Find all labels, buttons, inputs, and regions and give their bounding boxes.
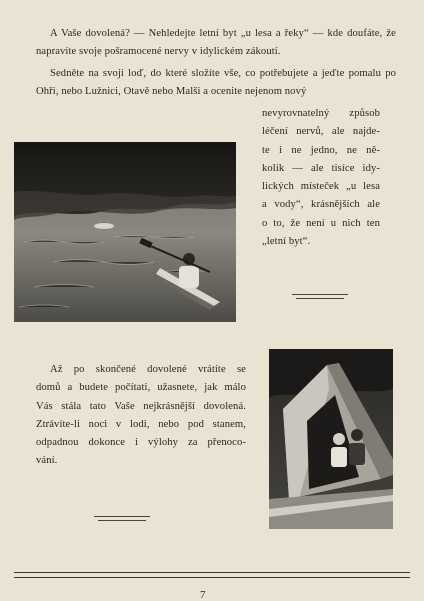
- footer-rule-top: [14, 572, 410, 573]
- divider-rule: [292, 294, 348, 295]
- text-line: odpadnou dokonce i výlohy za přenoco-: [36, 437, 246, 449]
- column-line: nevyrovnatelný způsob: [262, 108, 380, 119]
- text-line: domů a budete počítati, užasnete, jak málo: [36, 382, 246, 394]
- paragraph-intro: A Vaše dovolená? — Nehledejte letní byt „u lesa a řeky“ — kde doufáte, že napravíte svoje pošramocené nervy v idylickém zákoutí.: [36, 28, 396, 58]
- footer-rule-bottom: [14, 577, 410, 578]
- text-line-last: vání.: [36, 455, 58, 467]
- column-line: léčení nervů, ale najde-: [262, 126, 380, 138]
- photo-canoe-river-image: [14, 142, 236, 322]
- column-line: lických místeček „u lesa: [262, 181, 380, 193]
- text-line: Ztrávíte-li noci v lodi, nebo pod stanem,: [36, 418, 246, 430]
- divider-rule: [94, 516, 150, 517]
- paragraph-boat-trip-column: [262, 105, 380, 251]
- text-line: Až po skončené dovolené vrátíte se: [50, 364, 246, 375]
- photo-tent-camp-image: [269, 349, 393, 529]
- divider-rule: [98, 520, 146, 521]
- column-line: te i ne jedno, ne ně-: [262, 144, 380, 156]
- text-line: Vás stála tato Vaše nejkrásnější dovolená.: [36, 400, 246, 412]
- column-line: o to, že není u nich ten: [262, 217, 380, 229]
- photo-tent-camp: [269, 349, 393, 529]
- page-number: 7: [200, 589, 206, 601]
- divider-rule: [296, 298, 344, 299]
- column-line-last: „letní byt“.: [262, 236, 311, 248]
- paragraph-boat-trip: Sedněte na svoji loď, do které složíte vše, co potřebujete a jeďte pomalu po Ohři, nebo Lužnici, Otavě nebo Malši a ocenite nejenom nový: [36, 68, 396, 98]
- photo-canoe-river: [14, 142, 236, 322]
- column-line: a vody“, krásnějších ale: [262, 199, 380, 211]
- column-line: kolik — ale tisíce idy-: [262, 162, 380, 174]
- paragraph-holiday-cost: [36, 361, 246, 471]
